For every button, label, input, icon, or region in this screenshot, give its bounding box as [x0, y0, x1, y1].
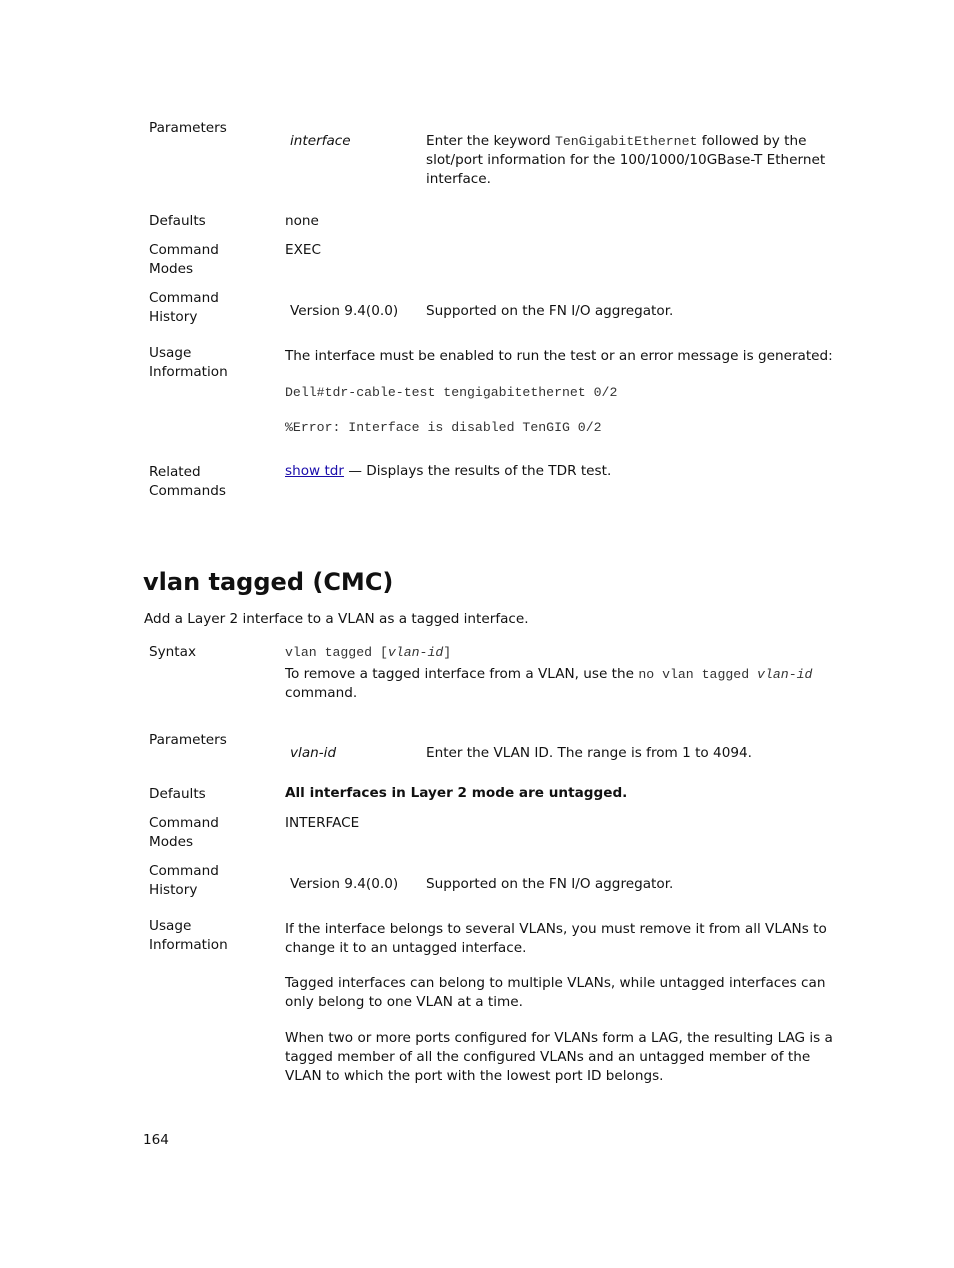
- history-desc-2: Supported on the FN I/O aggregator.: [426, 876, 674, 892]
- param-vlan-id-desc: Enter the VLAN ID. The range is from 1 to 4094.: [426, 745, 752, 761]
- command-modes-label-2: Command Modes: [149, 815, 219, 850]
- parameters-label: Parameters: [149, 120, 227, 136]
- history-version: Version 9.4(0.0): [290, 303, 399, 319]
- command-modes-value: EXEC: [285, 242, 321, 258]
- show-tdr-link[interactable]: show tdr: [285, 463, 345, 479]
- param-interface-name: interface: [290, 133, 351, 149]
- page-number: 164: [143, 1132, 169, 1148]
- defaults-label: Defaults: [149, 213, 206, 229]
- command-history-label: Command History: [149, 290, 219, 325]
- usage-text: The interface must be enabled to run the test or an error message is generated:: [285, 348, 833, 364]
- history-desc: Supported on the FN I/O aggregator.: [426, 303, 674, 319]
- usage-paragraph-1: If the interface belongs to several VLANs, you must remove it from all VLANs to change it to an untagged interface.: [285, 921, 827, 956]
- section-title: vlan tagged (CMC): [143, 568, 394, 596]
- syntax-label: Syntax: [149, 644, 196, 660]
- history-version-2: Version 9.4(0.0): [290, 876, 399, 892]
- usage-information-label: Usage Information: [149, 345, 228, 380]
- command-history-label-2: Command History: [149, 863, 219, 898]
- usage-code-line-2: %Error: Interface is disabled TenGIG 0/2: [285, 420, 602, 435]
- defaults-label-2: Defaults: [149, 786, 206, 802]
- command-modes-value-2: INTERFACE: [285, 815, 360, 831]
- usage-paragraph-2: Tagged interfaces can belong to multiple VLANs, while untagged interfaces can only belong to one VLAN at a time.: [285, 975, 826, 1010]
- syntax-code: vlan tagged [vlan-id]: [285, 645, 452, 660]
- usage-information-label-2: Usage Information: [149, 918, 228, 953]
- related-commands-label: Related Commands: [149, 464, 226, 499]
- defaults-value: none: [285, 213, 319, 229]
- related-commands: show tdr — Displays the results of the TDR test.: [285, 463, 612, 479]
- parameters-label-2: Parameters: [149, 732, 227, 748]
- command-modes-label: Command Modes: [149, 242, 219, 277]
- param-interface-desc: Enter the keyword TenGigabitEthernet followed by the slot/port information for the 100/1000/10GBase-T Ethernet interface.: [426, 133, 826, 187]
- param-vlan-id-name: vlan-id: [290, 745, 337, 761]
- section-intro: Add a Layer 2 interface to a VLAN as a tagged interface.: [144, 611, 529, 627]
- usage-paragraph-3: When two or more ports configured for VLANs form a LAG, the resulting LAG is a tagged member of all the configured VLANs and an untagged member of the VLAN to which the port with the lowest port ID belongs.: [285, 1030, 833, 1084]
- defaults-value-2: All interfaces in Layer 2 mode are untagged.: [285, 785, 628, 801]
- keyword-code: TenGigabitEthernet: [554, 134, 698, 149]
- usage-code-line-1: Dell#tdr-cable-test tengigabitethernet 0/2: [285, 385, 618, 400]
- syntax-note: To remove a tagged interface from a VLAN, use the no vlan tagged vlan-id command.: [285, 666, 813, 701]
